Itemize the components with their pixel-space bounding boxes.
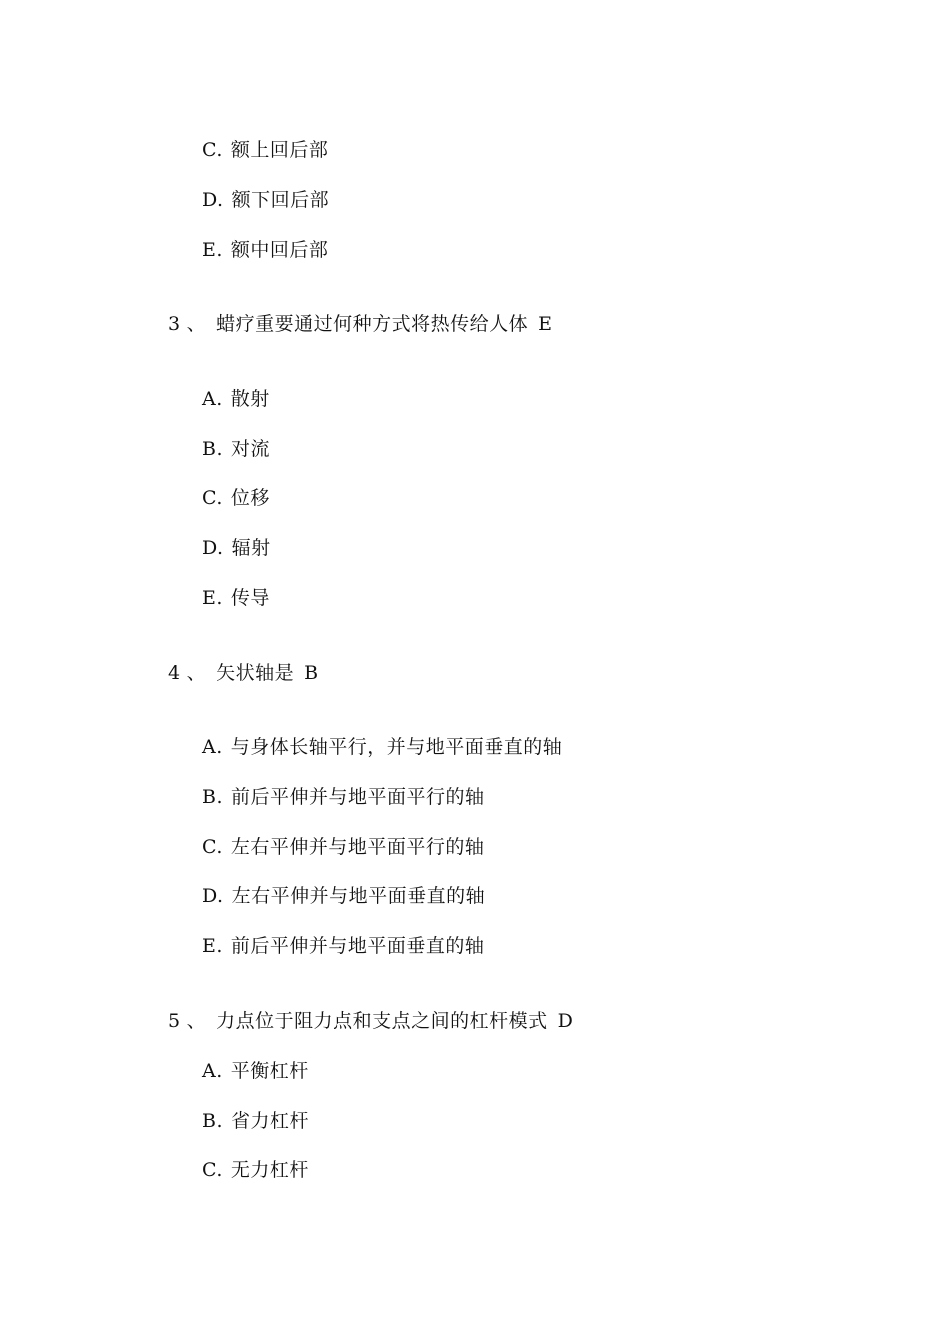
option-letter: C. [202,836,223,858]
option-letter: C. [202,1159,223,1181]
option-text: 传导 [230,587,270,609]
question-text: 矢状轴是 [216,662,295,684]
option-e [202,238,328,262]
option-c [202,1158,309,1182]
option-c [202,486,270,510]
option-b [202,437,270,461]
option-text: 对流 [231,438,271,460]
option-letter: A. [202,736,223,758]
option-letter: D. [202,537,224,559]
question-answer: D [557,1010,574,1032]
question-text: 蜡疗重要通过何种方式将热传给人体 [216,313,529,335]
option-text: 无力杠杆 [230,1159,309,1181]
question-number: 4 [168,662,181,684]
option-letter: A. [202,388,223,410]
question-text: 力点位于阻力点和支点之间的杠杆模式 [216,1010,548,1032]
question-separator: 、 [186,313,207,335]
option-text: 平衡杠杆 [230,1060,309,1082]
option-letter: A. [202,1060,223,1082]
option-letter: D. [202,885,224,907]
option-e [202,586,270,610]
option-text: 位移 [230,487,270,509]
option-c [202,138,328,162]
option-a [202,387,270,411]
question-number: 5 [168,1010,181,1032]
option-d [202,884,485,908]
option-letter: B. [202,438,224,460]
option-letter: E. [202,239,223,261]
option-text: 辐射 [231,537,271,559]
option-letter: E. [202,587,223,609]
option-text: 额中回后部 [230,239,329,261]
option-letter: C. [202,139,223,161]
option-letter: C. [202,487,223,509]
question-separator: 、 [186,1010,207,1032]
option-text: 与身体长轴平行，并与地平面垂直的轴 [230,736,563,758]
option-text: 前后平伸并与地平面平行的轴 [231,786,485,808]
option-letter: B. [202,786,224,808]
option-d [202,188,329,212]
option-letter: B. [202,1110,224,1132]
option-a [202,735,562,759]
option-letter: D. [202,189,224,211]
option-b [202,785,485,809]
question-5 [168,1009,573,1033]
question-3 [168,312,553,336]
question-answer: B [304,662,319,684]
question-answer: E [538,313,553,335]
option-text: 额下回后部 [231,189,330,211]
question-separator: 、 [186,662,207,684]
option-text: 额上回后部 [230,139,329,161]
option-e [202,934,484,958]
option-text: 左右平伸并与地平面垂直的轴 [231,885,486,907]
option-text: 前后平伸并与地平面垂直的轴 [230,935,485,957]
option-text: 省力杠杆 [231,1110,310,1132]
option-c [202,835,484,859]
option-letter: E. [202,935,223,957]
option-a [202,1059,309,1083]
option-b [202,1109,309,1133]
option-d [202,536,271,560]
option-text: 左右平伸并与地平面平行的轴 [230,836,485,858]
question-4 [168,661,319,685]
question-number: 3 [168,313,181,335]
option-text: 散射 [230,388,270,410]
